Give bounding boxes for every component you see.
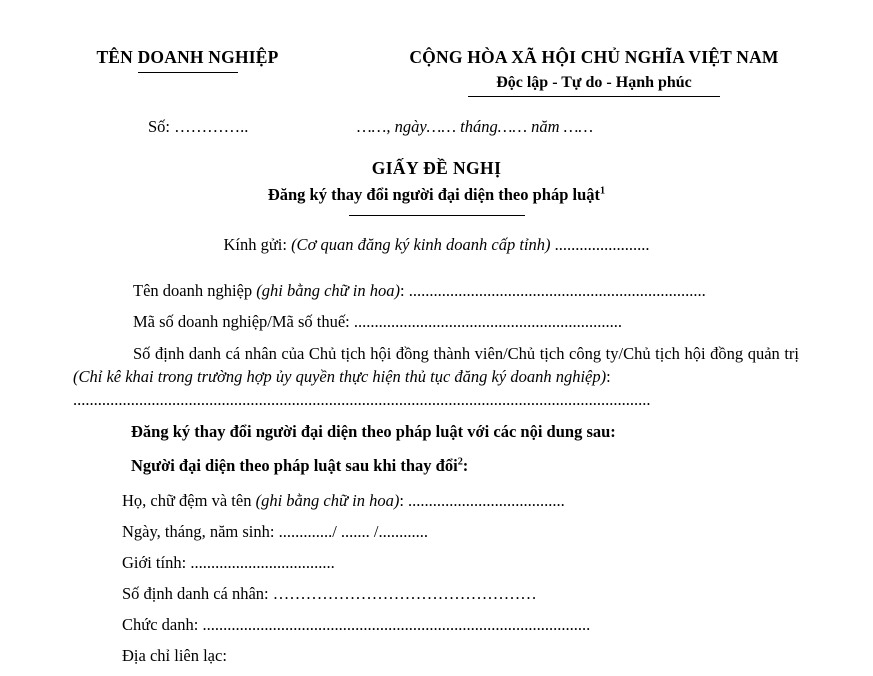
field-contact-address: Địa chỉ liên lạc: [122,646,227,665]
gender-label: Giới tính: [122,553,191,572]
enterprise-code-label: Mã số doanh nghiệp/Mã số thuế: [133,312,354,331]
subtitle-footnote-marker: 1 [600,185,606,197]
recipient-dots: ....................... [550,235,650,254]
document-subtitle [0,184,873,206]
field-date-of-birth [73,521,799,543]
full-name-hint: (ghi bằng chữ in hoa) [255,491,400,510]
document-number: Số: ………….. [148,117,249,136]
header-company-block [0,46,345,97]
field-full-name [73,490,799,512]
company-underline [138,72,238,73]
representative-heading-colon: : [462,456,469,475]
document-header [0,46,873,97]
field-enterprise-name [73,280,799,302]
field-enterprise-code [73,311,799,333]
recipient-authority: (Cơ quan đăng ký kinh doanh cấp tỉnh) [291,235,551,254]
representative-heading-text: Người đại diện theo pháp luật sau khi thay đổi [131,456,458,475]
chairman-personal-id-colon: : [606,367,611,386]
field-position [73,614,799,636]
enterprise-name-label: Tên doanh nghiệp [133,281,257,300]
date-of-birth-label: Ngày, tháng, năm sinh: [122,522,279,541]
document-body [73,280,799,676]
representative-footnote-marker: 2 [457,456,463,468]
citizen-id-label: Số định danh cá nhân: [122,584,273,603]
recipient-prefix: Kính gửi: [223,235,292,254]
national-title: CỘNG HÒA XÃ HỘI CHỦ NGHĨA VIỆT NAM [409,47,779,67]
number-date-row [0,116,873,138]
full-name-label: Họ, chữ đệm và tên [122,491,256,510]
position-dots: .............................................................................................. [202,615,591,634]
field-chairman-personal-id [73,342,799,388]
document-subtitle-text: Đăng ký thay đổi người đại diện theo pháp luật [267,185,601,204]
enterprise-code-dots: ................................................................. [353,312,623,331]
title-underline [349,215,525,216]
field-gender [73,552,799,574]
header-national-block [345,46,873,97]
enterprise-name-hint: (ghi bằng chữ in hoa) [256,281,400,300]
company-name-label: TÊN DOANH NGHIỆP [96,47,279,67]
title-block [0,157,873,216]
citizen-id-dots: ………………………………………… [272,584,537,603]
gender-dots: ................................... [190,553,335,572]
date-of-birth-dots: ............./ ....... /............ [278,522,428,541]
enterprise-name-dots: : ........................................................................ [400,281,706,300]
full-name-dots: : ...................................... [399,491,565,510]
document-title: GIẤY ĐỀ NGHỊ [371,158,502,178]
motto-underline [468,96,720,97]
chairman-personal-id-dots: ............................................................................................................................................ [73,391,651,409]
representative-heading [73,455,799,477]
chairman-personal-id-hint: (Chỉ kê khai trong trường hợp ủy quyền thực hiện thủ tục đăng ký doanh nghiệp) [73,367,607,386]
field-citizen-id [73,583,799,605]
position-label: Chức danh: [122,615,203,634]
document-date: ……, ngày…… tháng…… năm …… [357,117,594,136]
declaration-heading: Đăng ký thay đổi người đại diện theo pháp luật với các nội dung sau: [131,422,616,441]
recipient-line [0,234,873,256]
national-motto: Độc lập - Tự do - Hạnh phúc [496,74,692,91]
chairman-personal-id-label: Số định danh cá nhân của Chủ tịch hội đồng thành viên/Chủ tịch công ty/Chủ tịch hội đồng quản trị [133,344,799,363]
